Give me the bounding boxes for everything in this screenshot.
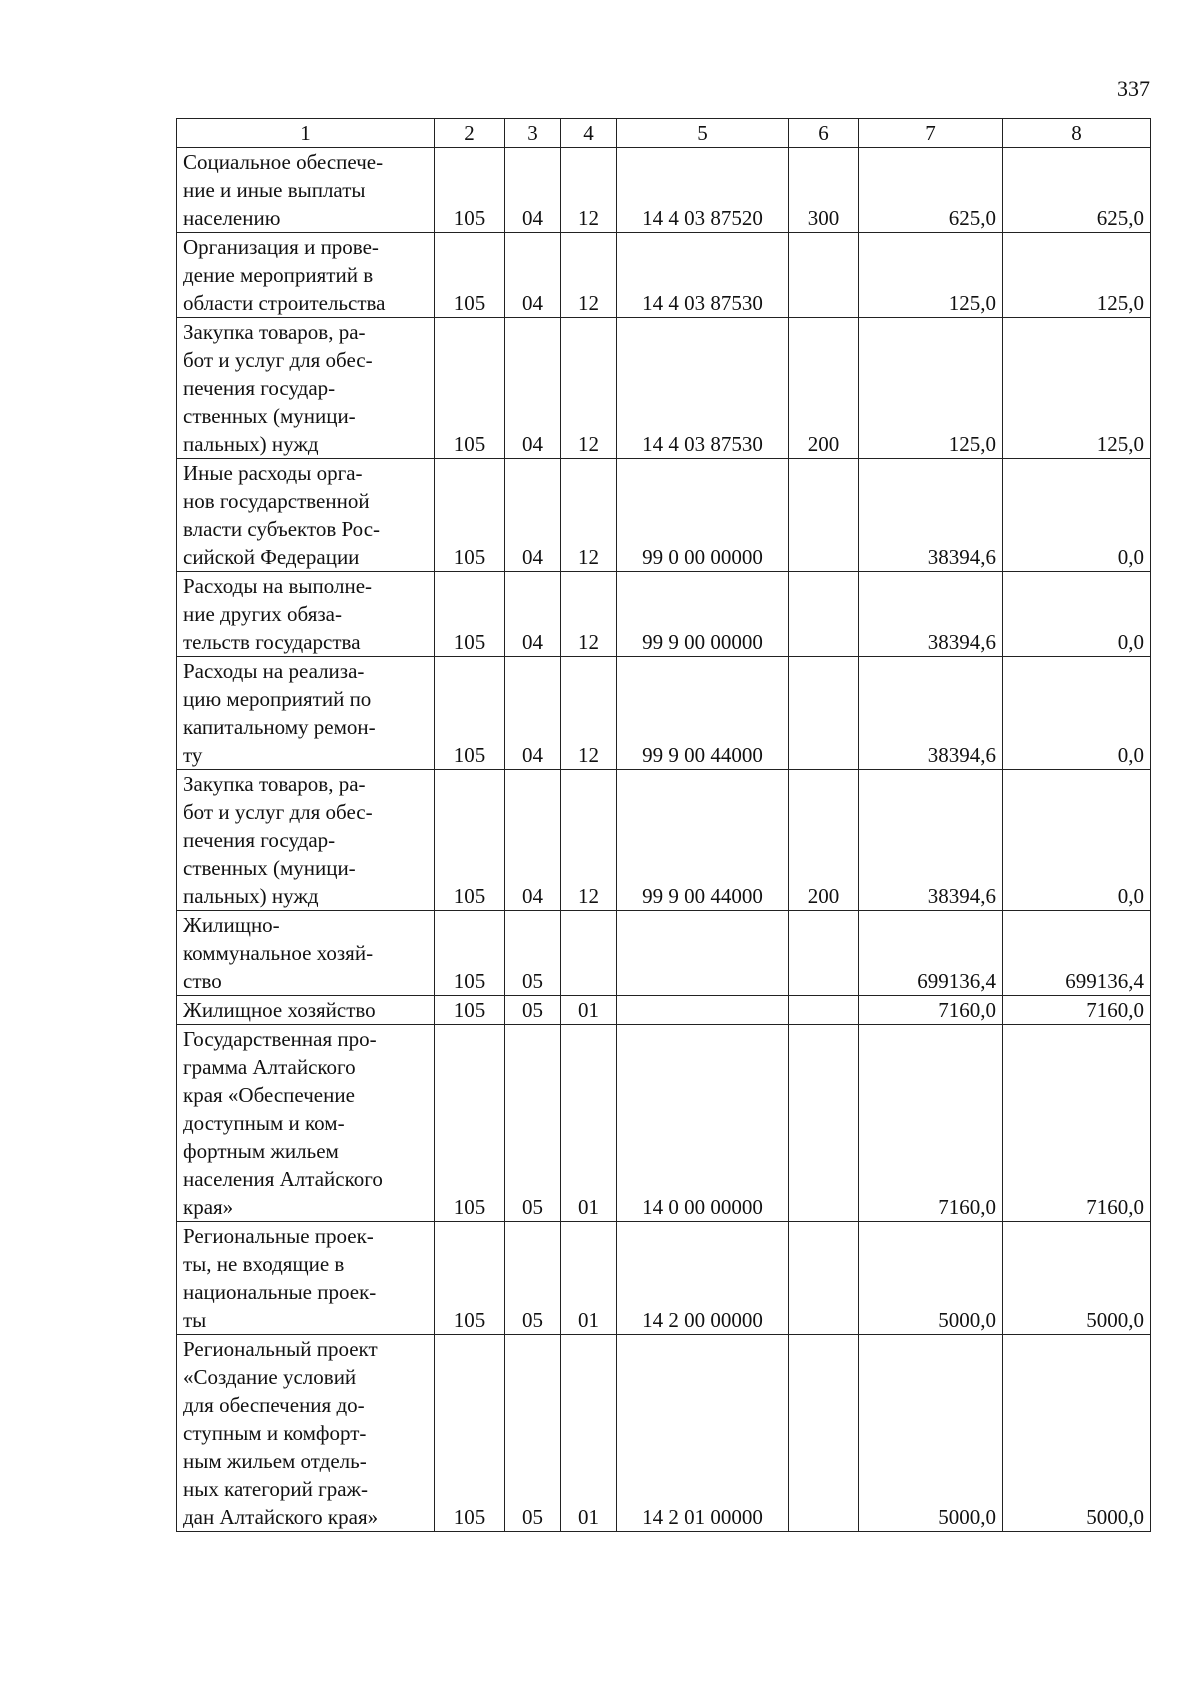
amount-cell-col8: 0,0	[1003, 770, 1151, 911]
subsection-code-cell: 01	[561, 1335, 617, 1532]
expense-kind-cell	[789, 1335, 859, 1532]
expense-name-line: Закупка товаров, ра-	[183, 320, 366, 344]
section-code-cell: 04	[505, 770, 561, 911]
amount-cell-col8: 125,0	[1003, 233, 1151, 318]
expense-name-line: Жилищное хозяйство	[183, 998, 376, 1022]
table-row	[177, 1335, 1151, 1532]
expense-name-line: Жилищно-	[183, 913, 280, 937]
expense-name-line: ние других обяза-	[183, 602, 342, 626]
expense-name-line: фортным жильем	[183, 1139, 339, 1163]
table-row	[177, 911, 1151, 996]
target-code-cell: 14 4 03 87530	[617, 318, 789, 459]
amount-cell-col7: 38394,6	[859, 657, 1003, 770]
subsection-code-cell: 12	[561, 770, 617, 911]
expense-name-line: Государственная про-	[183, 1027, 377, 1051]
admin-code-cell: 105	[435, 1335, 505, 1532]
expense-name-line: ство	[183, 969, 222, 993]
expense-name-line: капитальному ремон-	[183, 715, 376, 739]
amount-cell-col7: 38394,6	[859, 572, 1003, 657]
expense-name-line: ты, не входящие в	[183, 1252, 345, 1276]
expense-name-line: ступным и комфорт-	[183, 1421, 367, 1445]
expense-name-cell	[177, 1222, 435, 1335]
expense-name-line: Иные расходы орга-	[183, 461, 363, 485]
admin-code-cell: 105	[435, 233, 505, 318]
column-header: 2	[435, 119, 505, 148]
admin-code-cell: 105	[435, 996, 505, 1025]
admin-code-cell: 105	[435, 459, 505, 572]
expense-name-line: сийской Федерации	[183, 545, 360, 569]
expense-name-line: края»	[183, 1195, 234, 1219]
section-code-cell: 04	[505, 148, 561, 233]
expense-name-cell	[177, 1025, 435, 1222]
subsection-code-cell: 01	[561, 1222, 617, 1335]
subsection-code-cell: 12	[561, 572, 617, 657]
section-code-cell: 04	[505, 233, 561, 318]
section-code-cell: 05	[505, 1222, 561, 1335]
subsection-code-cell: 01	[561, 996, 617, 1025]
target-code-cell: 14 0 00 00000	[617, 1025, 789, 1222]
amount-cell-col7: 5000,0	[859, 1222, 1003, 1335]
expense-name-line: ных категорий граж-	[183, 1477, 369, 1501]
column-header: 6	[789, 119, 859, 148]
subsection-code-cell	[561, 911, 617, 996]
expense-kind-cell	[789, 572, 859, 657]
expense-name-line: печения государ-	[183, 376, 336, 400]
section-code-cell: 04	[505, 459, 561, 572]
table-row	[177, 148, 1151, 233]
target-code-cell	[617, 996, 789, 1025]
admin-code-cell: 105	[435, 1222, 505, 1335]
amount-cell-col7: 7160,0	[859, 996, 1003, 1025]
amount-cell-col7: 699136,4	[859, 911, 1003, 996]
amount-cell-col7: 38394,6	[859, 459, 1003, 572]
expense-name-line: области строительства	[183, 291, 386, 315]
target-code-cell: 99 9 00 44000	[617, 770, 789, 911]
admin-code-cell: 105	[435, 572, 505, 657]
amount-cell-col8: 699136,4	[1003, 911, 1151, 996]
expense-name-line: Региональные проек-	[183, 1224, 374, 1248]
section-code-cell: 05	[505, 996, 561, 1025]
expense-name-line: грамма Алтайского	[183, 1055, 356, 1079]
expense-name-cell	[177, 996, 435, 1025]
amount-cell-col8: 125,0	[1003, 318, 1151, 459]
amount-cell-col8: 0,0	[1003, 657, 1151, 770]
admin-code-cell: 105	[435, 657, 505, 770]
expense-kind-cell	[789, 1222, 859, 1335]
expense-name-cell	[177, 459, 435, 572]
section-code-cell: 05	[505, 1025, 561, 1222]
table-row	[177, 657, 1151, 770]
expense-name-line: нов государственной	[183, 489, 370, 513]
page-number: 337	[1117, 76, 1150, 101]
admin-code-cell: 105	[435, 318, 505, 459]
target-code-cell: 14 4 03 87530	[617, 233, 789, 318]
table-header-row	[177, 119, 1151, 148]
amount-cell-col8: 0,0	[1003, 572, 1151, 657]
amount-cell-col7: 5000,0	[859, 1335, 1003, 1532]
target-code-cell	[617, 911, 789, 996]
column-header: 8	[1003, 119, 1151, 148]
expense-name-line: бот и услуг для обес-	[183, 800, 373, 824]
expense-name-line: Социальное обеспече-	[183, 150, 384, 174]
expense-name-cell	[177, 233, 435, 318]
amount-cell-col7: 125,0	[859, 233, 1003, 318]
amount-cell-col7: 125,0	[859, 318, 1003, 459]
expense-kind-cell	[789, 911, 859, 996]
expense-name-line: края «Обеспечение	[183, 1083, 355, 1107]
expense-name-line: «Создание условий	[183, 1365, 357, 1389]
amount-cell-col8: 625,0	[1003, 148, 1151, 233]
amount-cell-col8: 0,0	[1003, 459, 1151, 572]
expense-name-line: Расходы на выполне-	[183, 574, 373, 598]
expense-name-line: населения Алтайского	[183, 1167, 383, 1191]
expense-name-line: Закупка товаров, ра-	[183, 772, 366, 796]
subsection-code-cell: 12	[561, 233, 617, 318]
expense-name-cell	[177, 148, 435, 233]
expense-kind-cell: 200	[789, 770, 859, 911]
expense-name-cell	[177, 1335, 435, 1532]
expense-kind-cell	[789, 233, 859, 318]
column-header: 4	[561, 119, 617, 148]
admin-code-cell: 105	[435, 770, 505, 911]
amount-cell-col8: 7160,0	[1003, 996, 1151, 1025]
expense-name-line: Организация и прове-	[183, 235, 379, 259]
table-row	[177, 572, 1151, 657]
admin-code-cell: 105	[435, 148, 505, 233]
expense-name-line: ным жильем отдель-	[183, 1449, 367, 1473]
expense-name-line: доступным и ком-	[183, 1111, 345, 1135]
amount-cell-col8: 7160,0	[1003, 1025, 1151, 1222]
expense-name-line: дан Алтайского края»	[183, 1505, 379, 1529]
expense-name-line: для обеспечения до-	[183, 1393, 365, 1417]
column-header: 7	[859, 119, 1003, 148]
expense-name-cell	[177, 318, 435, 459]
column-header: 3	[505, 119, 561, 148]
expense-kind-cell	[789, 459, 859, 572]
expense-name-line: национальные проек-	[183, 1280, 377, 1304]
expense-kind-cell	[789, 996, 859, 1025]
expense-name-line: власти субъектов Рос-	[183, 517, 381, 541]
amount-cell-col8: 5000,0	[1003, 1335, 1151, 1532]
expense-name-cell	[177, 572, 435, 657]
target-code-cell: 14 4 03 87520	[617, 148, 789, 233]
expense-name-line: ты	[183, 1308, 207, 1332]
expense-name-line: населению	[183, 206, 281, 230]
section-code-cell: 05	[505, 911, 561, 996]
table-body	[177, 148, 1151, 1532]
admin-code-cell: 105	[435, 911, 505, 996]
expense-name-line: цию мероприятий по	[183, 687, 372, 711]
expense-name-cell	[177, 657, 435, 770]
table-row	[177, 996, 1151, 1025]
table-row	[177, 459, 1151, 572]
table-row	[177, 1025, 1151, 1222]
section-code-cell: 04	[505, 657, 561, 770]
admin-code-cell: 105	[435, 1025, 505, 1222]
expense-name-cell	[177, 770, 435, 911]
target-code-cell: 14 2 00 00000	[617, 1222, 789, 1335]
table-row	[177, 233, 1151, 318]
expense-name-line: ственных (муници-	[183, 856, 356, 880]
subsection-code-cell: 01	[561, 1025, 617, 1222]
expense-name-line: Расходы на реализа-	[183, 659, 365, 683]
amount-cell-col7: 625,0	[859, 148, 1003, 233]
expense-name-line: печения государ-	[183, 828, 336, 852]
expense-name-line: ту	[183, 743, 203, 767]
table-row	[177, 770, 1151, 911]
subsection-code-cell: 12	[561, 318, 617, 459]
expense-name-line: Региональный проект	[183, 1337, 378, 1361]
expense-name-line: пальных) нужд	[183, 884, 319, 908]
target-code-cell: 99 9 00 44000	[617, 657, 789, 770]
section-code-cell: 04	[505, 318, 561, 459]
expense-name-line: коммунальное хозяй-	[183, 941, 374, 965]
target-code-cell: 99 9 00 00000	[617, 572, 789, 657]
expense-kind-cell	[789, 1025, 859, 1222]
expense-name-line: дение мероприятий в	[183, 263, 374, 287]
budget-table	[176, 118, 1151, 1532]
expense-kind-cell: 200	[789, 318, 859, 459]
target-code-cell: 14 2 01 00000	[617, 1335, 789, 1532]
expense-kind-cell	[789, 657, 859, 770]
column-header: 5	[617, 119, 789, 148]
subsection-code-cell: 12	[561, 459, 617, 572]
table-row	[177, 318, 1151, 459]
expense-name-cell	[177, 911, 435, 996]
table-row	[177, 1222, 1151, 1335]
amount-cell-col8: 5000,0	[1003, 1222, 1151, 1335]
expense-kind-cell: 300	[789, 148, 859, 233]
subsection-code-cell: 12	[561, 148, 617, 233]
expense-name-line: пальных) нужд	[183, 432, 319, 456]
expense-name-line: ственных (муници-	[183, 404, 356, 428]
column-header: 1	[177, 119, 435, 148]
expense-name-line: ние и иные выплаты	[183, 178, 366, 202]
amount-cell-col7: 7160,0	[859, 1025, 1003, 1222]
expense-name-line: бот и услуг для обес-	[183, 348, 373, 372]
amount-cell-col7: 38394,6	[859, 770, 1003, 911]
expense-name-line: тельств государства	[183, 630, 361, 654]
section-code-cell: 04	[505, 572, 561, 657]
section-code-cell: 05	[505, 1335, 561, 1532]
target-code-cell: 99 0 00 00000	[617, 459, 789, 572]
subsection-code-cell: 12	[561, 657, 617, 770]
